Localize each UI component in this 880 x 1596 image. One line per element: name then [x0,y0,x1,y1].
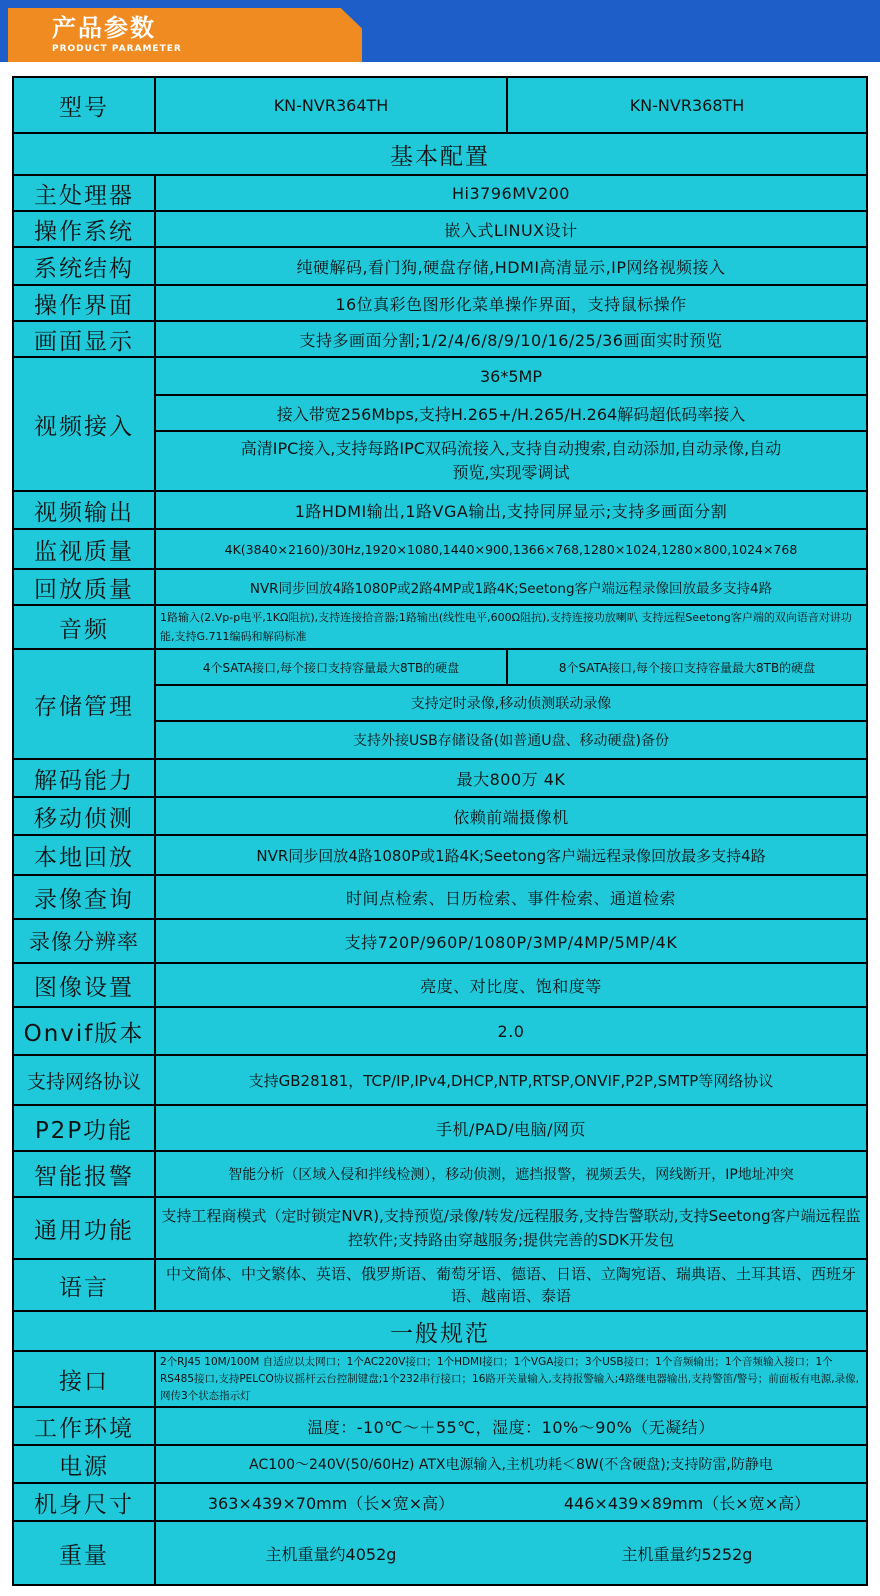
row-general [14,1196,866,1258]
row-label: 监视质量 [34,538,134,565]
row-label: Onvif版本 [23,1020,145,1047]
row-protocol [14,1054,866,1104]
model-b: KN-NVR368TH [629,95,745,115]
row-value: 温度：-10℃～＋55℃，湿度：10%～90%（无凝结） [307,1417,715,1437]
row-label: 移动侦测 [34,805,134,832]
row-value: AC100～240V(50/60Hz) ATX电源输入,主机功耗＜8W(不含硬盘);支持防雷,防静电 [249,1457,773,1473]
row-label: 电源 [59,1453,109,1480]
row-p2p [14,1104,866,1150]
size-b: 446×439×89mm（长×宽×高） [563,1493,811,1513]
row-label: 机身尺寸 [34,1491,134,1518]
row-label: 画面显示 [34,328,134,355]
row-alarm [14,1150,866,1196]
row-image [14,962,866,1006]
section-title: 一般规范 [390,1320,490,1347]
row-label: 视频接入 [34,413,134,440]
row-label: 系统结构 [34,255,134,282]
row-label: 操作系统 [34,218,134,245]
row-ports [14,1350,866,1406]
size-a: 363×439×70mm（长×宽×高） [207,1493,455,1513]
row-value: 2.0 [497,1021,525,1041]
row-value: NVR同步回放4路1080P或2路4MP或1路4K;Seetong客户端远程录像回放最多支持4路 [249,581,773,597]
row-weight [14,1520,866,1584]
row-local-playback [14,834,866,874]
row-label: 主处理器 [34,182,134,209]
model-row [14,78,866,132]
row-label: 接口 [59,1368,109,1395]
storage-usb: 支持外接USB存储设备(如普通U盘、移动硬盘)备份 [353,733,669,749]
row-label: P2P功能 [34,1117,134,1144]
row-label: 工作环境 [34,1415,134,1442]
row-value: 4K(3840×2160)/30Hz,1920×1080,1440×900,1366×768,1280×1024,1280×800,1024×768 [224,541,798,557]
row-value: 支持多画面分割;1/2/4/6/8/9/10/16/25/36画面实时预览 [299,330,723,350]
row-value: 智能分析（区域入侵和拌线检测），移动侦测，遮挡报警，视频丢失，网线断开，IP地址冲突 [228,1167,794,1183]
row-motion [14,796,866,834]
row-label: 解码能力 [34,767,134,794]
row-label: 支持网络协议 [26,1070,141,1093]
row-display [14,320,866,356]
row-label: 录像查询 [34,886,134,913]
weight-a: 主机重量约4052g [265,1544,397,1564]
row-value: 手机/PAD/电脑/网页 [435,1119,587,1139]
row-label: 型号 [59,94,109,121]
spec-table [12,76,868,1586]
row-value: 16位真彩色图形化菜单操作界面，支持鼠标操作 [335,294,687,314]
row-onvif [14,1006,866,1054]
row-value: 中文简体、中文繁体、英语、俄罗斯语、葡萄牙语、德语、日语、立陶宛语、瑞典语、土耳其语、西班牙语、越南语、泰语 [166,1265,857,1305]
row-value: 亮度、对比度、饱和度等 [420,976,602,996]
row-value: 1路HDMI输出,1路VGA输出,支持同屏显示;支持多画面分割 [294,501,728,521]
storage-model-b: 8个SATA接口,每个接口支持容量最大8TB的硬盘 [558,660,816,675]
weight-b: 主机重量约5252g [621,1544,753,1564]
row-os [14,210,866,246]
row-audio [14,604,866,648]
row-storage [14,648,866,758]
row-label: 操作界面 [34,292,134,319]
row-value: 依赖前端摄像机 [453,807,569,827]
row-label: 智能报警 [34,1163,134,1190]
row-arch [14,246,866,284]
row-value: 时间点检索、日历检索、事件检索、通道检索 [345,888,676,908]
row-label: 重量 [59,1542,109,1569]
section-basic [14,132,866,174]
header-title: 产品参数 [52,14,156,42]
row-decode [14,758,866,796]
row-video-out [14,490,866,528]
row-value: Hi3796MV200 [452,183,570,203]
row-value: 支持工程商模式（定时锁定NVR),支持预览/录像/转发/远程服务,支持告警联动,支持Seetong客户端远程监控软件;支持路由穿越服务;提供完善的SDK开发包 [161,1207,861,1249]
label-divider [154,78,156,132]
row-value: NVR同步回放4路1080P或1路4K;Seetong客户端远程录像回放最多支持4路 [256,846,766,865]
row-value: 支持GB28181，TCP/IP,IPv4,DHCP,NTP,RTSP,ONVIF,P2P,SMTP等网络协议 [248,1071,774,1090]
storage-model-a: 4个SATA接口,每个接口支持容量最大8TB的硬盘 [202,660,460,675]
row-label: 通用功能 [34,1217,134,1244]
storage-record: 支持定时录像,移动侦测联动录像 [410,696,612,712]
row-label: 语言 [59,1274,109,1301]
row-value: 嵌入式LINUX设计 [444,220,578,240]
row-value: 2个RJ45 10M/100M 自适应以太网口；1个AC220V接口；1个HDMI接口；1个VGA接口；3个USB接口；1个音频输出；1个音频输入接口；1个RS485接口,支持PELCO协议摇杆云台控制键盘;1个232串行接口；16路开关量输入,支持报警输入;4路继电器输出,支持警笛/警号；前面板有电源,录像,网传3个状态指示灯 [160,1355,859,1402]
row-video-in [14,356,866,490]
row-label: 存储管理 [34,693,134,720]
row-resolution [14,918,866,962]
row-label: 录像分辨率 [29,930,139,954]
video-in-ipc: 高清IPC接入,支持每路IPC双码流接入,支持自动搜索,自动添加,自动录像,自动预览,实现零调试 [240,439,782,482]
row-label: 图像设置 [34,974,134,1001]
model-a: KN-NVR364TH [273,95,389,115]
header-subtitle: PRODUCT PARAMETER [52,44,182,54]
row-ui [14,284,866,320]
row-label: 音频 [59,616,109,643]
label-divider [154,174,156,1310]
section-title: 基本配置 [390,143,490,170]
row-environment [14,1406,866,1444]
label-divider [154,1350,156,1584]
video-in-bandwidth: 接入带宽256Mbps,支持H.265+/H.265/H.264解码超低码率接入 [276,404,746,424]
row-label: 视频输出 [34,499,134,526]
row-value: 支持720P/960P/1080P/3MP/4MP/5MP/4K [344,932,678,952]
row-label: 回放质量 [34,576,134,603]
row-value: 1路输入(2.Vp-p电平,1KΩ阻抗),支持连接拾音器;1路输出(线性电平,600Ω阻抗),支持连接功放喇叭 支持远程Seetong客户端的双向语音对讲功能,支持G.711编码和解码标准 [160,611,852,643]
row-playback-quality [14,568,866,604]
section-spec [14,1310,866,1350]
row-value: 纯硬解码,看门狗,硬盘存储,HDMI高清显示,IP网络视频接入 [296,257,726,277]
row-language [14,1258,866,1310]
row-power [14,1444,866,1482]
row-monitor [14,528,866,568]
row-value: 最大800万 4K [456,769,566,789]
row-size [14,1482,866,1520]
row-search [14,874,866,918]
row-label: 本地回放 [34,844,134,871]
row-cpu [14,174,866,210]
video-in-channels: 36*5MP [480,366,542,386]
